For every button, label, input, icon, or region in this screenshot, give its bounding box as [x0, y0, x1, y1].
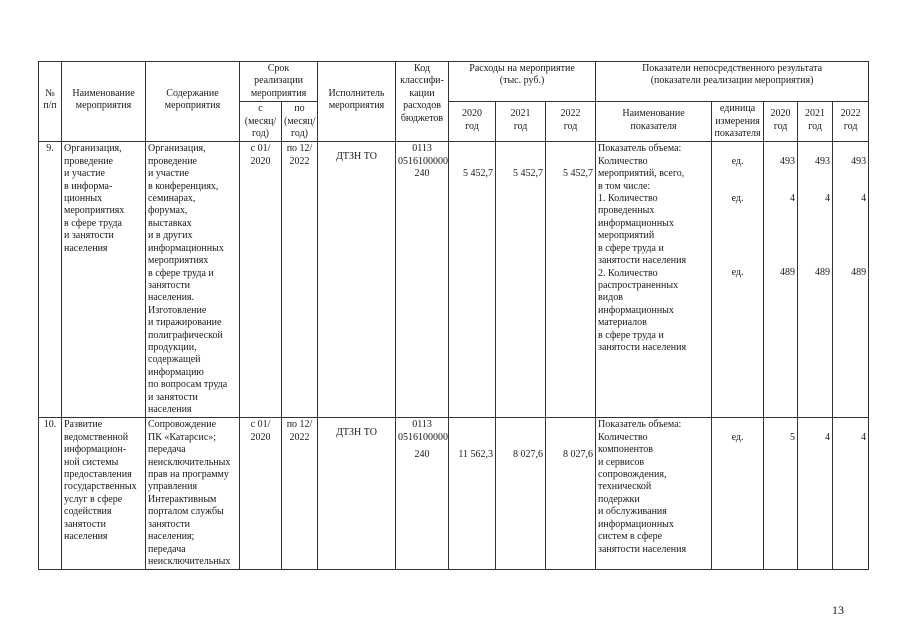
header-content: Содержание мероприятия	[146, 62, 240, 142]
header-code: Код классифи- кации расходов бюджетов	[396, 62, 449, 142]
page-number: 13	[832, 603, 844, 617]
row-v2022: 4	[833, 418, 869, 570]
row-from: с 01/ 2020	[240, 418, 282, 570]
header-num: № п/п	[39, 62, 62, 142]
table-row	[39, 142, 869, 418]
row-name: Развитие ведомственной информацион- ной системы предоставления государственных услуг в сфере содействия занятости населения	[62, 418, 146, 570]
header-unit: единица измерения показателя	[712, 102, 764, 142]
row-to: по 12/ 2022	[282, 418, 318, 570]
row-exp-2021: 5 452,7	[496, 142, 546, 418]
row-exp-2020: 5 452,7	[449, 142, 496, 418]
header-ind-name: Наименование показателя	[596, 102, 712, 142]
row-exp-2022: 5 452,7	[546, 142, 596, 418]
row-indicators: Показатель объема: Количество компонентов и сервисов сопровождения, технической подержки и обслуживания информационных систем в сфере занятости населения	[596, 418, 712, 570]
table-row	[39, 418, 869, 570]
header-term-to: по (месяц/ год)	[282, 102, 318, 142]
header-expenses: Расходы на мероприятие (тыс. руб.)	[449, 62, 596, 102]
row-v2020: 5	[764, 418, 798, 570]
header-ind-2020: 2020 год	[764, 102, 798, 142]
row-to: по 12/ 2022	[282, 142, 318, 418]
row-units: ед.	[712, 418, 764, 570]
row-num: 9.	[39, 142, 62, 418]
row-exp-2020: 11 562,3	[449, 418, 496, 570]
row-v2021: 493 4 489	[798, 142, 833, 418]
row-v2020: 493 4 489	[764, 142, 798, 418]
row-executor: ДТЗН ТО	[318, 142, 396, 418]
row-code: 0113 0516100000 240	[396, 142, 449, 418]
header-term: Срок реализации мероприятия	[240, 62, 318, 102]
header-exp-2022: 2022 год	[546, 102, 596, 142]
header-ind-2022: 2022 год	[833, 102, 869, 142]
header-ind-2021: 2021 год	[798, 102, 833, 142]
row-from: с 01/ 2020	[240, 142, 282, 418]
row-v2022: 493 4 489	[833, 142, 869, 418]
row-executor: ДТЗН ТО	[318, 418, 396, 570]
row-code: 0113 0516100000 240	[396, 418, 449, 570]
header-exp-2020: 2020 год	[449, 102, 496, 142]
row-v2021: 4	[798, 418, 833, 570]
row-units: ед. ед. ед.	[712, 142, 764, 418]
row-name: Организация, проведение и участие в информа- ционных мероприятиях в сфере труда и занятости населения	[62, 142, 146, 418]
header-indicators: Показатели непосредственного результата (показатели реализации мероприятия)	[596, 62, 869, 102]
header-term-from: с (месяц/ год)	[240, 102, 282, 142]
row-num: 10.	[39, 418, 62, 570]
activities-table	[38, 61, 869, 570]
row-exp-2022: 8 027,6	[546, 418, 596, 570]
row-exp-2021: 8 027,6	[496, 418, 546, 570]
row-content: Организация, проведение и участие в конференциях, семинарах, форумах, выставках и в других информационных мероприятиях в сфере труда и занятости населения. Изготовление и тиражирование полиграфической продукции, содержащей информацию по вопросам труда и занятости населения	[146, 142, 240, 418]
row-indicators: Показатель объема: Количество мероприятий, всего, в том числе: 1. Количество проведенных информационных мероприятий в сфере труда и занятости населения 2. Количество распространенных видов информационных материалов в сфере труда и занятости населения	[596, 142, 712, 418]
header-executor: Исполнитель мероприятия	[318, 62, 396, 142]
header-name: Наименование мероприятия	[62, 62, 146, 142]
row-content: Сопровождение ПК «Катарсис»; передача неисключительных прав на программу управления Интерактивным порталом службы занятости населения; передача неисключительных	[146, 418, 240, 570]
header-exp-2021: 2021 год	[496, 102, 546, 142]
